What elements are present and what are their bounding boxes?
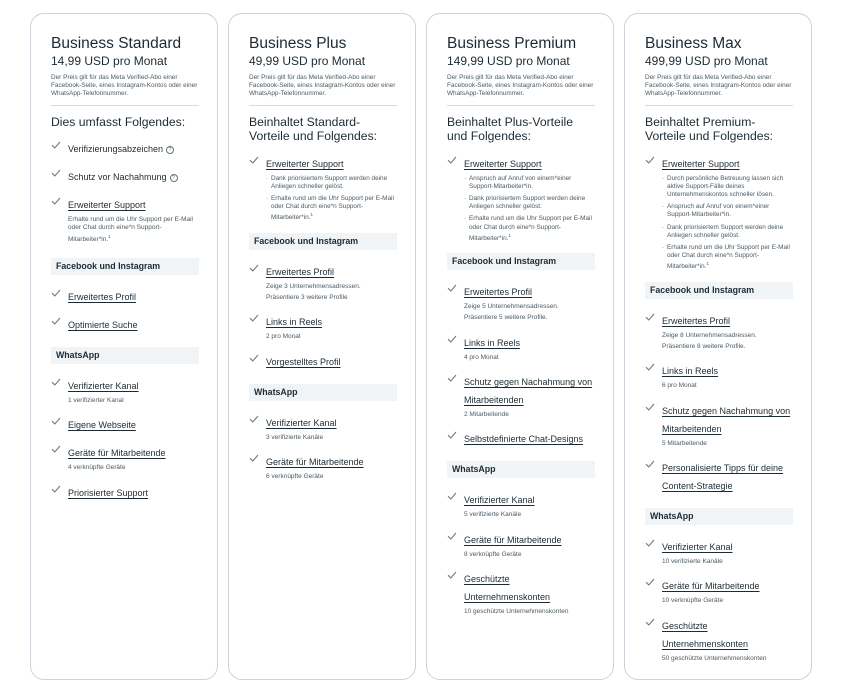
feature-item [51, 287, 199, 305]
feature-item [645, 401, 793, 448]
feature-description: 50 geschützte Unternehmenskonten [662, 654, 767, 662]
check-icon [447, 335, 457, 343]
feature-link[interactable]: Geschützte Unternehmenskonten [662, 620, 749, 649]
check-icon [51, 289, 61, 297]
feature-bullet: · Erhalte rund um die Uhr Support per E-Mail oder Chat durch eine*n Support-Mitarbeiter*in.$^1$ [266, 195, 397, 223]
feature-item [447, 490, 595, 519]
check-icon [249, 354, 259, 362]
feature-description: 6 verknüpfte Geräte [266, 472, 324, 480]
feature-link[interactable]: Verifizierter Kanal [266, 417, 337, 428]
feature-description: 10 geschützte Unternehmenskonten [464, 607, 569, 615]
feature-list [51, 376, 199, 501]
check-icon [645, 539, 655, 547]
check-icon [645, 156, 655, 164]
feature-list [51, 287, 199, 333]
check-icon [447, 532, 457, 540]
check-icon [249, 415, 259, 423]
check-icon [249, 156, 259, 164]
plan-card-business-max [624, 13, 812, 680]
feature-list [447, 282, 595, 447]
feature-link[interactable]: Personalisierte Tipps für deine Content-Strategie [662, 462, 784, 491]
feature-link[interactable]: Schutz gegen Nachahmung von Mitarbeitenden [662, 405, 791, 434]
check-icon [447, 571, 457, 579]
feature-item [447, 569, 595, 616]
feature-list [249, 154, 397, 223]
section-heading-facebook-instagram: Facebook und Instagram [51, 258, 199, 275]
section-heading-facebook-instagram: Facebook und Instagram [645, 282, 793, 299]
feature-link[interactable]: Links in Reels [464, 337, 521, 348]
feature-link[interactable]: Links in Reels [266, 317, 323, 328]
feature-list [447, 490, 595, 616]
includes-heading: Beinhaltet Plus-Vorteile und Folgendes: [447, 114, 574, 144]
check-icon [51, 417, 61, 425]
feature-item [51, 167, 199, 185]
check-icon [51, 485, 61, 493]
feature-link[interactable]: Priorisierter Support [68, 487, 149, 498]
feature-item [249, 352, 397, 370]
feature-bullet: · Erhalte rund um die Uhr Support per E-Mail oder Chat durch eine*n Support-Mitarbeiter*in.$^1$ [464, 215, 595, 243]
feature-link[interactable]: Erweiterter Support [464, 158, 542, 169]
feature-bullet: · Anspruch auf Anruf von einem*einer Support-Mitarbeiter*in. [662, 203, 793, 219]
feature-link[interactable]: Geschützte Unternehmenskonten [464, 573, 551, 602]
feature-item [249, 413, 397, 442]
feature-link[interactable]: Verifizierter Kanal [662, 541, 733, 552]
feature-description: 3 verifizierte Kanäle [266, 433, 324, 441]
feature-description: 5 Mitarbeitende [662, 439, 707, 447]
includes-heading: Beinhaltet Standard-Vorteile und Folgendes: [249, 114, 378, 144]
feature-item [51, 415, 199, 433]
feature-list [645, 537, 793, 663]
info-icon[interactable]: ? [166, 146, 174, 154]
feature-item [51, 315, 199, 333]
includes-heading: Dies umfasst Folgendes: [51, 114, 186, 129]
plan-price-note: Der Preis gilt für das Meta Verified-Abo einer Facebook-Seite, eines Instagram-Kontos oder einer WhatsApp-Telefonnummer. [51, 74, 198, 98]
feature-item [51, 483, 199, 501]
feature-description: 5 verifizierte Kanäle [464, 511, 522, 519]
feature-description: Zeige 3 Unternehmensadressen. [266, 282, 361, 290]
feature-link[interactable]: Verifizierter Kanal [68, 381, 139, 392]
section-heading-whatsapp: WhatsApp [51, 347, 199, 364]
feature-description: Präsentiere 5 weitere Profile. [464, 314, 548, 322]
feature-item [51, 195, 199, 244]
feature-link[interactable]: Erweitertes Profil [266, 266, 335, 277]
check-icon [645, 618, 655, 626]
feature-description: 4 pro Monat [464, 353, 499, 361]
feature-item [249, 262, 397, 303]
plan-card-business-standard [30, 13, 218, 680]
check-icon [249, 314, 259, 322]
feature-link[interactable]: Geräte für Mitarbeitende [464, 534, 562, 545]
feature-item [447, 333, 595, 362]
check-icon [447, 284, 457, 292]
section-heading-whatsapp: WhatsApp [249, 384, 397, 401]
feature-label: Verifizierungsabzeichen [68, 144, 164, 155]
plan-price: 499,99 USD pro Monat [645, 54, 768, 68]
plan-name: Business Standard [51, 35, 182, 52]
feature-description: Präsentiere 3 weitere Profile [266, 294, 348, 302]
feature-description: 8 verknüpfte Geräte [464, 550, 522, 558]
check-icon [447, 156, 457, 164]
feature-bullets [662, 175, 793, 272]
feature-link[interactable]: Vorgestelltes Profil [266, 356, 341, 367]
section-heading-facebook-instagram: Facebook und Instagram [447, 253, 595, 270]
feature-bullet: · Erhalte rund um die Uhr Support per E-Mail oder Chat durch eine*n Support-Mitarbeiter*in.$^1$ [662, 244, 793, 272]
feature-bullets [266, 175, 397, 223]
plan-card-business-plus [228, 13, 416, 680]
feature-link[interactable]: Geräte für Mitarbeitende [662, 581, 760, 592]
divider [645, 105, 793, 106]
feature-link[interactable]: Erweiterter Support [662, 158, 740, 169]
check-icon [645, 313, 655, 321]
feature-bullet: · Dank priorisiertem Support werden deine Anliegen schneller gelöst. [464, 195, 595, 211]
feature-item [447, 530, 595, 559]
feature-description: Zeige 8 Unternehmensadressen. [662, 331, 757, 339]
feature-list [249, 413, 397, 482]
feature-description: Präsentiere 8 weitere Profile. [662, 343, 746, 351]
feature-description: 6 pro Monat [662, 382, 697, 390]
feature-link[interactable]: Selbstdefinierte Chat-Designs [464, 434, 584, 445]
plan-name: Business Plus [249, 35, 347, 52]
feature-bullet: · Dank priorisiertem Support werden deine Anliegen schneller gelöst. [266, 175, 397, 191]
plan-price: 49,99 USD pro Monat [249, 54, 366, 68]
plan-card-business-premium [426, 13, 614, 680]
feature-link[interactable]: Geräte für Mitarbeitende [266, 456, 364, 467]
feature-description: 2 pro Monat [266, 333, 301, 341]
section-heading-facebook-instagram: Facebook und Instagram [249, 233, 397, 250]
feature-item [249, 154, 397, 223]
feature-description: 10 verknüpfte Geräte [662, 597, 724, 605]
feature-list [51, 139, 199, 244]
feature-item [645, 361, 793, 390]
check-icon [645, 363, 655, 371]
feature-bullets [464, 175, 595, 244]
feature-item [447, 429, 595, 447]
feature-item [645, 458, 793, 494]
feature-item [645, 154, 793, 272]
check-icon [51, 169, 61, 177]
feature-link[interactable]: Erweitertes Profil [464, 287, 533, 298]
feature-description: 2 Mitarbeitende [464, 411, 509, 419]
feature-item [51, 443, 199, 472]
feature-label: Schutz vor Nachahmung [68, 172, 167, 183]
divider [249, 105, 397, 106]
feature-link[interactable]: Links in Reels [662, 366, 719, 377]
section-heading-whatsapp: WhatsApp [447, 461, 595, 478]
feature-item [51, 376, 199, 405]
feature-link[interactable]: Optimierte Suche [68, 320, 138, 331]
check-icon [51, 141, 61, 149]
check-icon [51, 445, 61, 453]
feature-item [645, 537, 793, 566]
feature-list [645, 154, 793, 272]
check-icon [447, 374, 457, 382]
check-icon [447, 492, 457, 500]
check-icon [645, 460, 655, 468]
plan-name: Business Max [645, 35, 742, 52]
plan-price-note: Der Preis gilt für das Meta Verified-Abo einer Facebook-Seite, eines Instagram-Kontos oder einer WhatsApp-Telefonnummer. [249, 74, 396, 98]
feature-list [447, 154, 595, 244]
feature-link[interactable]: Erweiterter Support [68, 200, 146, 211]
check-icon [51, 317, 61, 325]
check-icon [51, 378, 61, 386]
feature-link[interactable]: Erweitertes Profil [68, 292, 137, 303]
feature-link[interactable]: Erweitertes Profil [662, 315, 731, 326]
feature-description: Zeige 5 Unternehmensadressen. [464, 303, 559, 311]
feature-link[interactable]: Verifizierter Kanal [464, 495, 535, 506]
plan-price-note: Der Preis gilt für das Meta Verified-Abo einer Facebook-Seite, eines Instagram-Kontos oder einer WhatsApp-Telefonnummer. [645, 74, 792, 98]
feature-item [645, 576, 793, 605]
feature-item [447, 154, 595, 244]
info-icon[interactable]: ? [170, 174, 178, 182]
feature-link[interactable]: Eigene Webseite [68, 420, 136, 431]
feature-description: Erhalte rund um die Uhr Support per E-Mail oder Chat durch eine*n Support-Mitarbeiter*in.$^1$ [68, 216, 194, 243]
feature-description: 10 verifizierte Kanäle [662, 557, 723, 565]
check-icon [645, 403, 655, 411]
feature-list [645, 311, 793, 494]
feature-link[interactable]: Geräte für Mitarbeitende [68, 448, 166, 459]
check-icon [51, 197, 61, 205]
feature-item [249, 312, 397, 341]
section-heading-whatsapp: WhatsApp [645, 508, 793, 525]
plan-price: 14,99 USD pro Monat [51, 54, 168, 68]
feature-description: 4 verknüpfte Geräte [68, 464, 126, 472]
feature-item [249, 452, 397, 481]
feature-item [645, 616, 793, 663]
check-icon [447, 431, 457, 439]
divider [447, 105, 595, 106]
feature-item [645, 311, 793, 352]
plan-name: Business Premium [447, 35, 577, 52]
feature-list [249, 262, 397, 370]
feature-item [447, 372, 595, 419]
check-icon [249, 454, 259, 462]
feature-description: 1 verifizierter Kanal [68, 397, 124, 405]
feature-link[interactable]: Schutz gegen Nachahmung von Mitarbeitenden [464, 377, 593, 406]
plan-price-note: Der Preis gilt für das Meta Verified-Abo einer Facebook-Seite, eines Instagram-Kontos oder einer WhatsApp-Telefonnummer. [447, 74, 594, 98]
divider [51, 105, 199, 106]
feature-bullet: · Durch persönliche Betreuung lassen sich aktive Support-Fälle deines Unternehmenskontos schneller lösen. [662, 175, 793, 200]
feature-link[interactable]: Erweiterter Support [266, 158, 344, 169]
check-icon [249, 264, 259, 272]
plan-price: 149,99 USD pro Monat [447, 54, 570, 68]
feature-item [447, 282, 595, 323]
includes-heading: Beinhaltet Premium-Vorteile und Folgendes: [645, 114, 774, 144]
check-icon [645, 578, 655, 586]
feature-bullet: · Anspruch auf Anruf von einem*einer Support-Mitarbeiter*in. [464, 175, 595, 191]
feature-bullet: · Dank priorisiertem Support werden deine Anliegen schneller gelöst. [662, 224, 793, 240]
feature-item [51, 139, 199, 157]
